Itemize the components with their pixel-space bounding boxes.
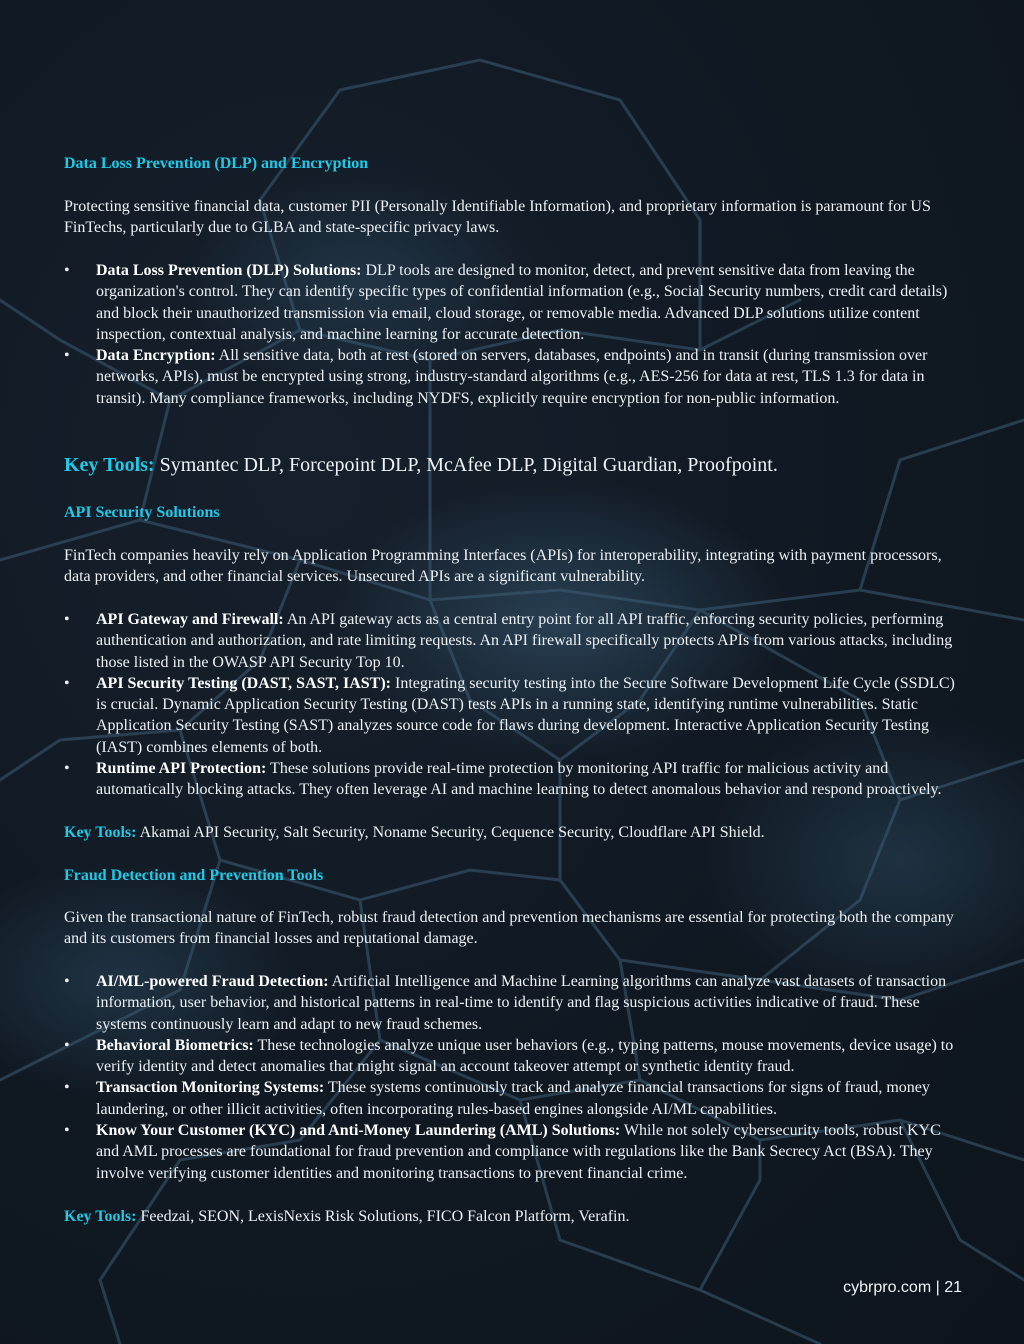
bullet-text: Integrating security testing into the Secure Software Development Life Cycle (SSDLC) is crucial. Dynamic Application Security Testing (DAST) tests APIs in a running state, identifying runtime vulnerabilities. Static Application Security Testing (SAST) analyzes source code for flaws during development. Interactive Application Security Testing (IAST) combines elements of both. [96,674,955,756]
api-intro-paragraph: FinTech companies heavily rely on Application Programming Interfaces (APIs) for interoperability, integrating with payment processors, data providers, and other financial services. Unsecured APIs are a significant vulnerability. [64,547,942,586]
bullet-term: Know Your Customer (KYC) and Anti-Money Laundering (AML) Solutions: [96,1122,621,1140]
bullet-text: Artificial Intelligence and Machine Learning algorithms can analyze vast datasets of transaction information, user behavior, and historical patterns in real-time to identify and flag suspicious activities indicative of fraud. These systems continuously learn and adapt to new fraud schemes. [96,973,947,1033]
key-tools-list: Feedzai, SEON, LexisNexis Risk Solutions, FICO Falcon Platform, Verafin. [136,1208,630,1225]
list-item [64,1035,964,1078]
bullet-icon: • [64,1122,70,1140]
bullet-term: Data Encryption: [96,347,216,365]
bullet-text: DLP tools are designed to monitor, detect, and prevent sensitive data from leaving the organization's control. They can identify specific types of confidential information (e.g., Social Security numbers, credit card details) and block their unauthorized transmission via email, cloud storage, or removable media. Advanced DLP solutions utilize content inspection, contextual analysis, and machine learning for accurate detection. [96,262,948,343]
list-item [64,758,964,801]
fraud-section-heading: Fraud Detection and Prevention Tools [64,867,324,884]
list-item [64,609,964,673]
bullet-icon: • [64,611,70,628]
key-tools-label: Key Tools: [64,454,155,476]
list-item [64,1077,964,1120]
key-tools-list: Symantec DLP, Forcepoint DLP, McAfee DLP, Digital Guardian, Proofpoint. [154,454,778,476]
api-key-tools [64,822,964,843]
bullet-text: These systems continuously track and analyze financial transactions for signs of fraud, money laundering, or other illicit activities, often incorporating rules-based engines alongside AI/ML capabilities. [96,1079,930,1118]
bullet-text: While not solely cybersecurity tools, robust KYC and AML processes are foundational for fraud prevention and compliance with regulations like the Bank Secrecy Act (BSA). They involve verifying customer identities and monitoring transactions to prevent financial crime. [96,1122,941,1182]
bullet-term: AI/ML-powered Fraud Detection: [96,973,329,990]
fraud-intro-paragraph: Given the transactional nature of FinTech, robust fraud detection and prevention mechanisms are essential for protecting both the company and its customers from financial losses and reputational damage. [64,909,954,948]
list-item [64,971,964,1035]
bullet-term: Transaction Monitoring Systems: [96,1079,325,1097]
key-tools-list: Akamai API Security, Salt Security, Noname Security, Cequence Security, Cloudflare API Shield. [136,824,765,841]
api-section-heading: API Security Solutions [64,504,220,521]
bullet-term: Data Loss Prevention (DLP) Solutions: [96,262,362,279]
bullet-icon: • [64,760,70,778]
key-tools-label: Key Tools: [64,1208,137,1225]
bullet-icon: • [64,347,70,365]
bullet-icon: • [64,1079,70,1097]
list-item [64,673,964,758]
key-tools-label: Key Tools: [64,824,137,841]
list-item [64,345,964,409]
list-item [64,260,964,345]
bullet-term: API Gateway and Firewall: [96,611,284,628]
list-item [64,1120,964,1184]
bullet-icon: • [64,262,70,279]
bullet-text: An API gateway acts as a central entry point for all API traffic, enforcing security policies, performing authentication and authorization, and rate limiting requests. An API firewall specifically protects APIs from various attacks, including those listed in the OWASP API Security Top 10. [96,611,953,671]
dlp-section-heading: Data Loss Prevention (DLP) and Encryption [64,155,369,172]
bullet-term: Behavioral Biometrics: [96,1036,254,1054]
dlp-key-tools [64,452,964,478]
fraud-key-tools [64,1206,964,1227]
page-footer: cybrpro.com | 21 [843,1279,962,1296]
bullet-icon: • [64,973,70,990]
dlp-bullet-list [64,260,964,409]
bullet-icon: • [64,674,70,692]
api-bullet-list [64,609,964,801]
bullet-term: Runtime API Protection: [96,760,267,778]
dlp-intro-paragraph: Protecting sensitive financial data, customer PII (Personally Identifiable Information), and proprietary information is paramount for US FinTechs, particularly due to GLBA and state-specific privacy laws. [64,198,931,237]
bullet-text: These solutions provide real-time protection by monitoring API traffic for malicious activity and automatically blocking attacks. They often leverage AI and machine learning to detect anomalous behavior and respond proactively. [96,760,942,799]
bullet-text: All sensitive data, both at rest (stored on servers, databases, endpoints) and in transit (during transmission over networks, APIs), must be encrypted using strong, industry-standard algorithms (e.g., AES-256 for data at rest, TLS 1.3 for data in transit). Many compliance frameworks, including NYDFS, explicitly require encryption for non-public information. [96,347,928,407]
bullet-text: These technologies analyze unique user behaviors (e.g., typing patterns, mouse movements, device usage) to verify identity and detect anomalies that might signal an account takeover attempt or synthetic identity fraud. [96,1036,954,1076]
bullet-icon: • [64,1036,70,1054]
fraud-bullet-list [64,971,964,1184]
bullet-term: API Security Testing (DAST, SAST, IAST): [96,674,392,692]
